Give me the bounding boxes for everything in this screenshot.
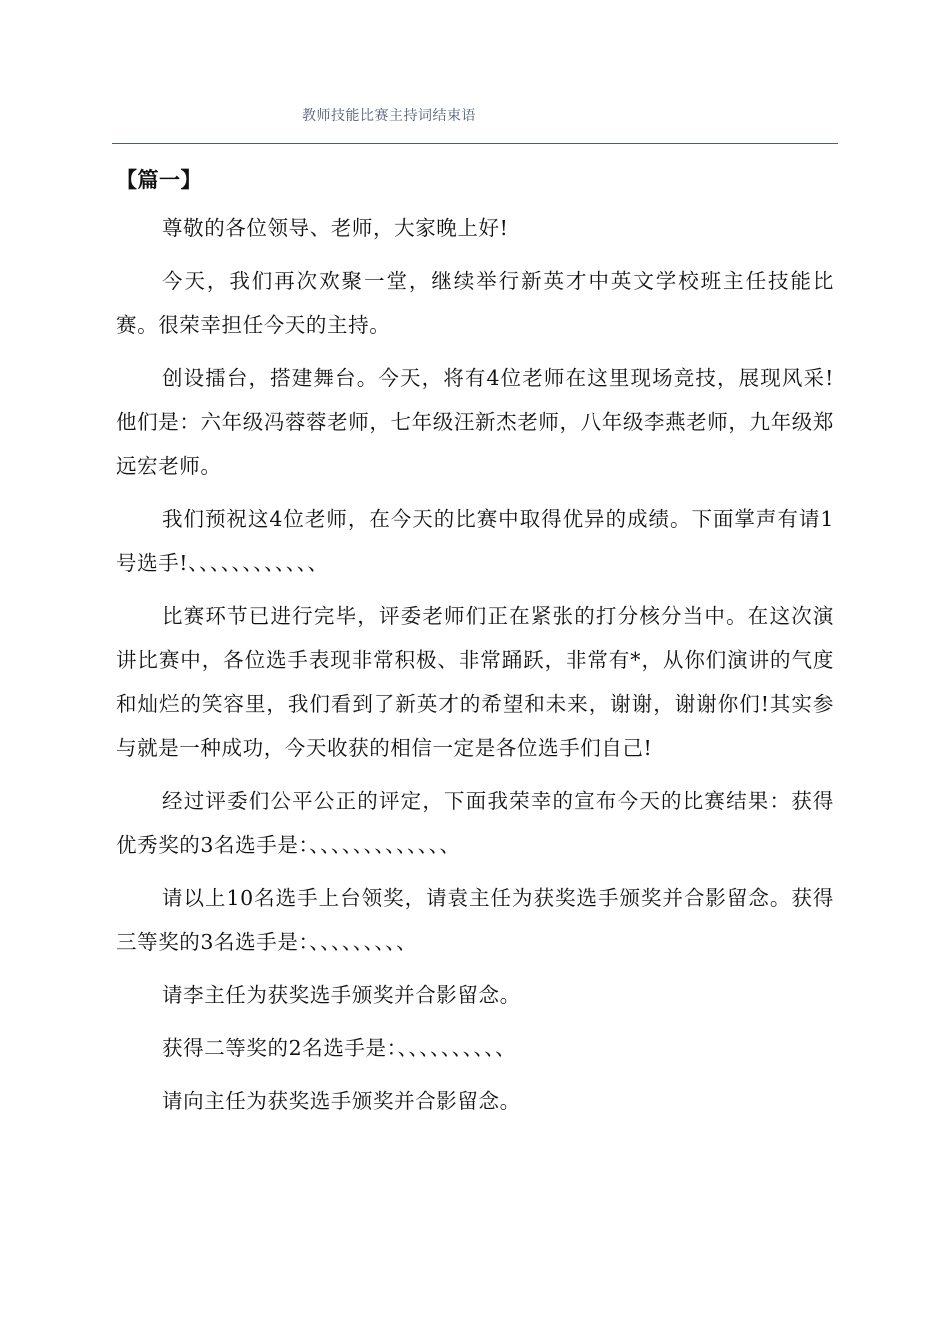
paragraph: 尊敬的各位领导、老师，大家晚上好! <box>162 216 509 240</box>
paragraph: 经过评委们公平公正的评定，下面我荣幸的宣布今天的比赛结果：获得优秀奖的3名选手是：、、、、、、、、、、、、、 <box>116 789 834 857</box>
paragraph: 我们预祝这4位老师，在今天的比赛中取得优异的成绩。下面掌声有请1号选手!、、、、、、、、、、、、 <box>116 507 834 575</box>
paragraph: 创设擂台，搭建舞台。今天，将有4位老师在这里现场竞技，展现风采!他们是：六年级冯蓉蓉老师，七年级汪新杰老师，八年级李燕老师，九年级郑远宏老师。 <box>116 366 834 478</box>
page-header <box>112 100 838 144</box>
paragraph: 请李主任为获奖选手颁奖并合影留念。 <box>162 983 521 1007</box>
section-heading: 【篇一】 <box>116 167 202 192</box>
paragraph: 比赛环节已进行完毕，评委老师们正在紧张的打分核分当中。在这次演讲比赛中，各位选手表现非常积极、非常踊跃，非常有*，从你们演讲的气度和灿烂的笑容里，我们看到了新英才的希望和未来，谢谢，谢谢你们!其实参与就是一种成功，今天收获的相信一定是各位选手们自己! <box>116 604 834 760</box>
paragraph: 获得二等奖的2名选手是：、、、、、、、、、、 <box>162 1036 517 1060</box>
header-title: 教师技能比赛主持词结束语 <box>302 108 476 124</box>
paragraph: 请以上10名选手上台领奖，请袁主任为获奖选手颁奖并合影留念。获得三等奖的3名选手是：、、、、、、、、、 <box>116 886 834 954</box>
document-body <box>116 165 834 1132</box>
paragraph: 今天，我们再次欢聚一堂，继续举行新英才中英文学校班主任技能比赛。很荣幸担任今天的主持。 <box>116 269 834 337</box>
paragraph: 请向主任为获奖选手颁奖并合影留念。 <box>162 1089 521 1113</box>
